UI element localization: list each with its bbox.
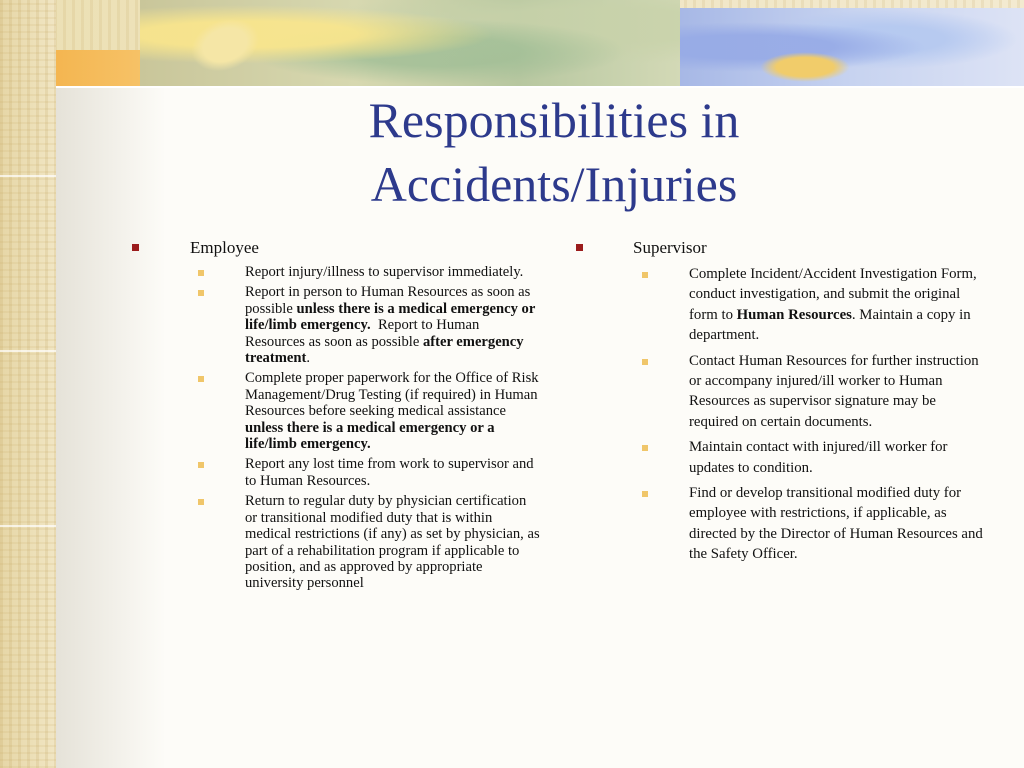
list-item [130,493,540,591]
list-item [574,264,984,346]
supervisor-column [574,238,984,570]
item-text: Contact Human Resources for further instruction or accompany injured/ill worker to Human Resources as supervisor signature may be required on certain documents. [689,352,979,430]
square-bullet-icon [198,270,204,276]
item-text: . Maintain a copy in department. [689,306,971,344]
item-text: Complete proper paperwork for the Office of Risk Management/Drug Testing (if required) in Human Resources before seeking medical assistance [245,370,539,420]
list-item [130,284,540,366]
item-emphasis: unless there is a medical emergency or a life/limb emergency. [245,419,495,453]
employee-column [130,238,540,596]
square-bullet-icon [198,462,204,468]
square-bullet-icon [132,244,139,251]
title-line-1: Responsibilities in [368,92,740,148]
item-text: Maintain contact with injured/ill worker for updates to condition. [689,439,948,476]
collage-blue-image [680,8,1024,86]
employee-list [130,264,540,592]
supervisor-list [574,264,984,565]
list-item [574,351,984,433]
item-text: Return to regular duty by physician certification or transitional modified duty that is within medical restrictions (if any) as set by physician, as part of a rehabilitation program if applicable to position, and as approved by appropriate university personnel [245,493,540,592]
square-bullet-icon [576,244,583,251]
list-item [574,437,984,478]
square-bullet-icon [642,491,648,497]
list-item [130,456,540,489]
square-bullet-icon [198,290,204,296]
square-bullet-icon [198,376,204,382]
item-text: Find or develop transitional modified duty for employee with restrictions, if applicable, as directed by the Director of Human Resources and the Safety Officer. [689,485,983,563]
item-emphasis: after emergency treatment [245,333,524,367]
item-text: Report any lost time from work to supervisor and to Human Resources. [245,456,534,489]
left-decorative-strip [0,0,56,768]
leaf-shape-2 [760,52,850,82]
slide-title [200,88,908,216]
list-item [574,483,984,565]
employee-heading: Employee [190,238,259,257]
supervisor-heading-item [574,238,984,258]
supervisor-heading: Supervisor [633,238,707,257]
item-emphasis: Human Resources [736,306,852,323]
item-text: Report in person to Human Resources as soon as possible [245,284,531,317]
title-line-2: Accidents/Injuries [370,156,738,212]
item-text: Complete Incident/Accident Investigation Form, conduct investigation, and submit the original form to [689,266,977,323]
square-bullet-icon [198,499,204,505]
top-decorative-band [0,0,1024,86]
employee-heading-item [130,238,540,258]
item-text: . [306,350,310,367]
square-bullet-icon [642,359,648,365]
list-item [130,370,540,452]
item-emphasis: unless there is a medical emergency or life/limb emergency. [245,300,536,334]
item-text: Report to Human Resources as soon as possible [245,317,483,350]
square-bullet-icon [642,445,648,451]
square-bullet-icon [642,272,648,278]
list-item [130,264,540,280]
item-text: Report injury/illness to supervisor immediately. [245,264,524,280]
